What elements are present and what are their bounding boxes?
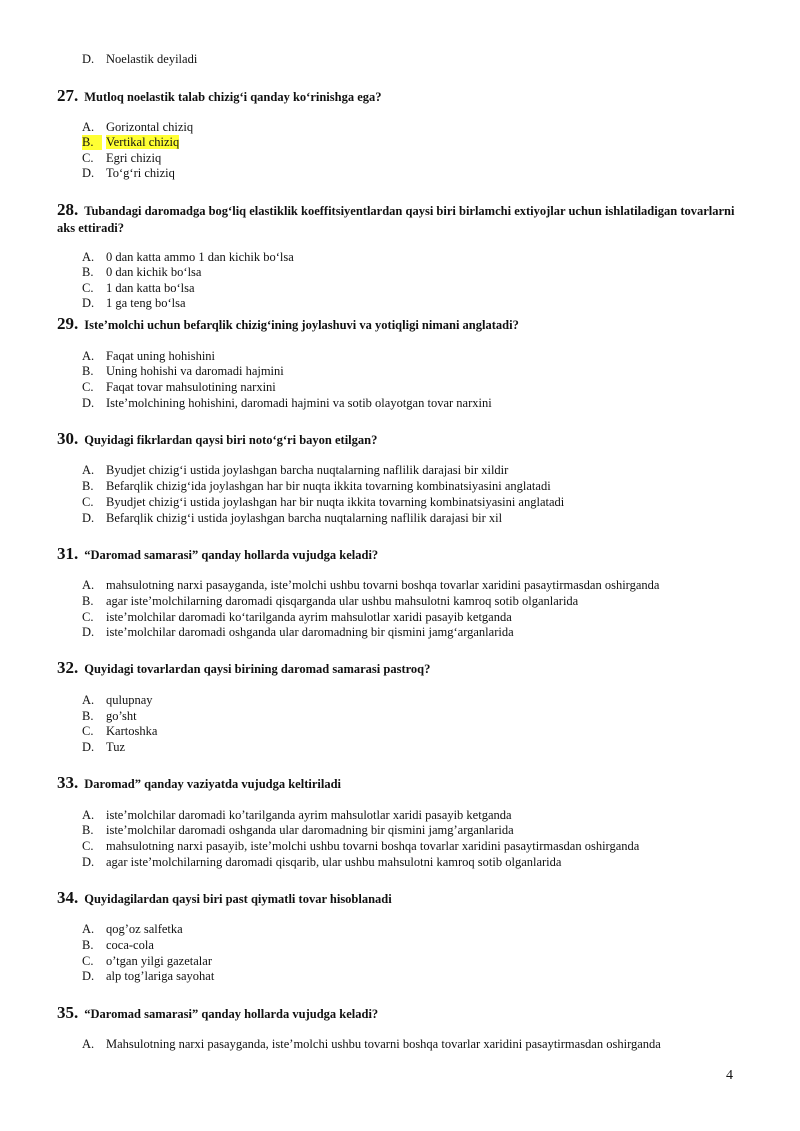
question-text: “Daromad samarasi” qanday hollarda vujudga keladi? — [84, 548, 379, 562]
option-letter: A. — [82, 250, 95, 264]
q33-option-a — [82, 808, 512, 823]
question-35 — [57, 1004, 378, 1023]
option-text: Byudjet chizig‘i ustida joylashgan har bir nuqta ikkita tovarning kombinatsiyasini anglatadi — [106, 495, 565, 509]
option-letter: C. — [82, 839, 94, 853]
option-letter: D. — [82, 511, 95, 525]
option-text: Noelastik deyiladi — [106, 52, 198, 66]
option-text: alp tog’lariga sayohat — [106, 969, 215, 983]
q27-option-b — [82, 135, 179, 150]
q27-option-a — [82, 120, 193, 135]
q34-option-d — [82, 969, 214, 984]
option-text: mahsulotning narxi pasayganda, iste’molchi ushbu tovarni boshqa tovarlar xaridini pasaytirmasdan oshirganda — [106, 578, 660, 592]
question-text: Mutloq noelastik talab chizig‘i qanday ko‘rinishga ega? — [84, 90, 382, 104]
option-d-prev — [82, 52, 197, 67]
option-text: mahsulotning narxi pasayib, iste’molchi ushbu tovarni boshqa tovarlar xaridini pasaytirmasdan oshirganda — [106, 839, 640, 853]
option-text: Faqat tovar mahsulotining narxini — [106, 380, 276, 394]
question-number: 27. — [57, 86, 79, 105]
option-text: go’sht — [106, 709, 137, 723]
option-letter: C. — [82, 281, 94, 295]
q31-option-b — [82, 594, 578, 609]
question-31 — [57, 545, 378, 564]
option-text: Mahsulotning narxi pasayganda, iste’molchi ushbu tovarni boshqa tovarlar xaridini pasaytirmasdan oshirganda — [106, 1037, 661, 1051]
question-text: Daromad” qanday vaziyatda vujudga keltiriladi — [84, 777, 342, 791]
option-letter: D. — [82, 740, 95, 754]
q33-option-d — [82, 855, 561, 870]
option-text: iste’molchilar daromadi ko‘tarilganda ayrim mahsulotlar xaridi pasayib ketganda — [106, 610, 512, 624]
option-text: iste’molchilar daromadi oshganda ular daromadning bir qismini jamg‘arganlarida — [106, 625, 514, 639]
q28-option-b — [82, 265, 201, 280]
option-letter: C. — [82, 495, 94, 509]
q28-option-a — [82, 250, 294, 265]
q34-option-a — [82, 922, 183, 937]
option-text: To‘g‘ri chiziq — [106, 166, 175, 180]
question-33 — [57, 774, 341, 793]
q32-option-c — [82, 724, 157, 739]
question-number: 34. — [57, 888, 79, 907]
option-text: Egri chiziq — [106, 151, 162, 165]
q31-option-c — [82, 610, 512, 625]
option-letter: A. — [82, 693, 95, 707]
q30-option-b — [82, 479, 551, 494]
option-letter: C. — [82, 151, 94, 165]
option-text: coca-cola — [106, 938, 154, 952]
option-text: Befarqlik chizig‘i ustida joylashgan barcha nuqtalarning naflilik darajasi bir xil — [106, 511, 503, 525]
q34-option-c — [82, 954, 212, 969]
option-letter: C. — [82, 380, 94, 394]
option-letter: A. — [82, 578, 95, 592]
q30-option-a — [82, 463, 508, 478]
option-letter: D. — [82, 855, 95, 869]
question-number: 35. — [57, 1003, 79, 1022]
question-text: “Daromad samarasi” qanday hollarda vujudga keladi? — [84, 1007, 379, 1021]
question-number: 28. — [57, 200, 79, 219]
question-27 — [57, 87, 382, 106]
highlighted-answer: Vertikal chiziq — [106, 135, 180, 149]
option-text: 1 ga teng bo‘lsa — [106, 296, 186, 310]
option-letter: A. — [82, 808, 95, 822]
option-text: Befarqlik chizig‘ida joylashgan har bir nuqta ikkita tovarning kombinatsiyasini anglatadi — [106, 479, 551, 493]
option-text: Byudjet chizig‘i ustida joylashgan barcha nuqtalarning naflilik darajasi bir xildir — [106, 463, 509, 477]
q29-option-a — [82, 349, 215, 364]
option-letter: B. — [82, 135, 102, 150]
option-letter: A. — [82, 349, 95, 363]
question-30 — [57, 430, 377, 449]
q31-option-d — [82, 625, 514, 640]
option-text: Faqat uning hohishini — [106, 349, 216, 363]
option-text: qog’oz salfetka — [106, 922, 183, 936]
option-letter: D. — [82, 625, 95, 639]
q34-option-b — [82, 938, 154, 953]
option-letter: B. — [82, 938, 94, 952]
option-letter: A. — [82, 922, 95, 936]
option-letter: B. — [82, 709, 94, 723]
option-text: qulupnay — [106, 693, 153, 707]
q32-option-a — [82, 693, 153, 708]
question-number: 32. — [57, 658, 79, 677]
option-text: Kartoshka — [106, 724, 158, 738]
option-letter: D. — [82, 969, 95, 983]
page-number: 4 — [726, 1068, 733, 1083]
q27-option-c — [82, 151, 161, 166]
option-text: iste’molchilar daromadi ko’tarilganda ayrim mahsulotlar xaridi pasayib ketganda — [106, 808, 512, 822]
option-letter: A. — [82, 120, 95, 134]
question-text: Quyidagi tovarlardan qaysi birining daromad samarasi pastroq? — [84, 662, 431, 676]
question-text: Quyidagi fikrlardan qaysi biri noto‘g‘ri bayon etilgan? — [84, 433, 378, 447]
option-letter: C. — [82, 610, 94, 624]
option-text: agar iste’molchilarning daromadi qisqarib, ular ushbu mahsulotni kamroq sotib olganlarida — [106, 855, 562, 869]
question-text: Quyidagilardan qaysi biri past qiymatli tovar hisoblanadi — [84, 892, 392, 906]
q30-option-c — [82, 495, 564, 510]
option-letter: B. — [82, 265, 94, 279]
q29-option-c — [82, 380, 276, 395]
q32-option-d — [82, 740, 125, 755]
question-28 — [57, 201, 747, 237]
option-letter: D. — [82, 52, 95, 66]
option-letter: D. — [82, 296, 95, 310]
option-letter: C. — [82, 724, 94, 738]
q27-option-d — [82, 166, 175, 181]
option-text: Uning hohishi va daromadi hajmini — [106, 364, 284, 378]
question-text: Tubandagi daromadga bog‘liq elastiklik koeffitsiyentlardan qaysi biri birlamchi extiyojlar uchun ishlatiladigan tovarlarni aks ettiradi? — [57, 204, 735, 235]
option-text: Tuz — [106, 740, 125, 754]
q31-option-a — [82, 578, 659, 593]
option-letter: B. — [82, 364, 94, 378]
option-text: Iste’molchining hohishini, daromadi hajmini va sotib olayotgan tovar narxini — [106, 396, 492, 410]
question-text: Iste’molchi uchun befarqlik chizig‘ining joylashuvi va yotiqligi nimani anglatadi? — [84, 318, 519, 332]
q30-option-d — [82, 511, 502, 526]
q29-option-b — [82, 364, 284, 379]
option-text: 0 dan kichik bo‘lsa — [106, 265, 202, 279]
question-number: 31. — [57, 544, 79, 563]
option-letter: C. — [82, 954, 94, 968]
q33-option-b — [82, 823, 514, 838]
option-text: o’tgan yilgi gazetalar — [106, 954, 212, 968]
option-text: Gorizontal chiziq — [106, 120, 194, 134]
question-number: 33. — [57, 773, 79, 792]
option-letter: A. — [82, 1037, 95, 1051]
option-text: 0 dan katta ammo 1 dan kichik bo‘lsa — [106, 250, 294, 264]
q28-option-c — [82, 281, 195, 296]
option-text: 1 dan katta bo‘lsa — [106, 281, 195, 295]
question-number: 29. — [57, 314, 79, 333]
question-number: 30. — [57, 429, 79, 448]
option-letter: A. — [82, 463, 95, 477]
option-letter: D. — [82, 166, 95, 180]
option-letter: B. — [82, 479, 94, 493]
option-text: iste’molchilar daromadi oshganda ular daromadning bir qismini jamg’arganlarida — [106, 823, 514, 837]
option-text: agar iste’molchilarning daromadi qisqarganda ular ushbu mahsulotni kamroq sotib olganlarida — [106, 594, 579, 608]
option-letter: B. — [82, 823, 94, 837]
q35-option-a — [82, 1037, 661, 1052]
question-34 — [57, 889, 392, 908]
question-29 — [57, 315, 519, 334]
q28-option-d — [82, 296, 186, 311]
q33-option-c — [82, 839, 639, 854]
question-32 — [57, 659, 430, 678]
q29-option-d — [82, 396, 492, 411]
q32-option-b — [82, 709, 137, 724]
option-letter: B. — [82, 594, 94, 608]
option-letter: D. — [82, 396, 95, 410]
